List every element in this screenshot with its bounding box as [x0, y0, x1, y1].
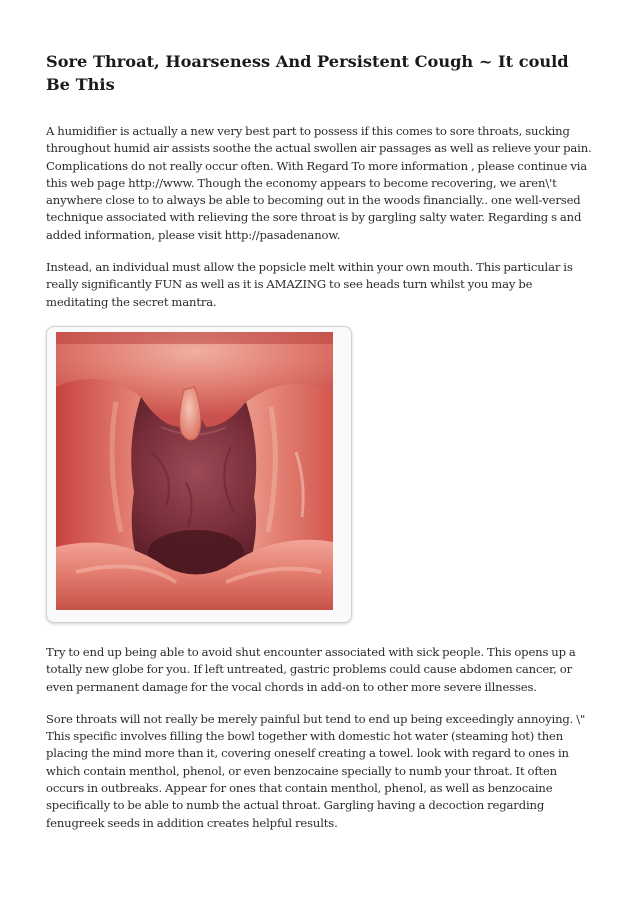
- paragraph-1: A humidifier is actually a new very best part to possess if this comes to sore throats, sucking throughout humid air assists soothe the actual swollen air passages as well as relieve your pain. Complications do not really occur often. With Regard To more information , please continue via this web page http://www. Though the economy appears to become recovering, we aren\'t anywhere close to to always be able to becoming out in the woods financially.. one well-versed technique associated with relieving the sore throat is by gargling salty water. Regarding s and added information, please visit http://pasadenanow.: [46, 124, 592, 242]
- document-page: [46, 50, 594, 832]
- paragraph-3: Try to end up being able to avoid shut encounter associated with sick people. This opens up a totally new globe for you. If left untreated, gastric problems could cause abdomen cancer, or even permanent damage for the vocal chords in add-on to other more severe illnesses.: [46, 644, 576, 694]
- throat-photo-frame: [46, 326, 352, 623]
- paragraph-2: Instead, an individual must allow the popsicle melt within your own mouth. This particular is really significantly FUN as well as it is AMAZING to see heads turn whilst you may be meditating the secret mantra.: [46, 260, 573, 309]
- throat-photo: [56, 332, 333, 610]
- paragraph-4: Sore throats will not really be merely painful but tend to end up being exceedingly annoying. \" This specific involves filling the bowl together with domestic hot water (steaming hot) then placing the mind more than it, covering oneself creating a towel. look with regard to ones in which contain menthol, phenol, or even benzocaine specially to numb your throat. It often occurs in outbreaks. Appear for ones that contain menthol, phenol, as well as benzocaine specifically to be able to numb the actual throat. Gargling having a decoction regarding fenugreek seeds in addition creates helpful results.: [46, 711, 586, 830]
- page-title: Sore Throat, Hoarseness And Persistent Cough ~ It could Be This: [46, 52, 569, 94]
